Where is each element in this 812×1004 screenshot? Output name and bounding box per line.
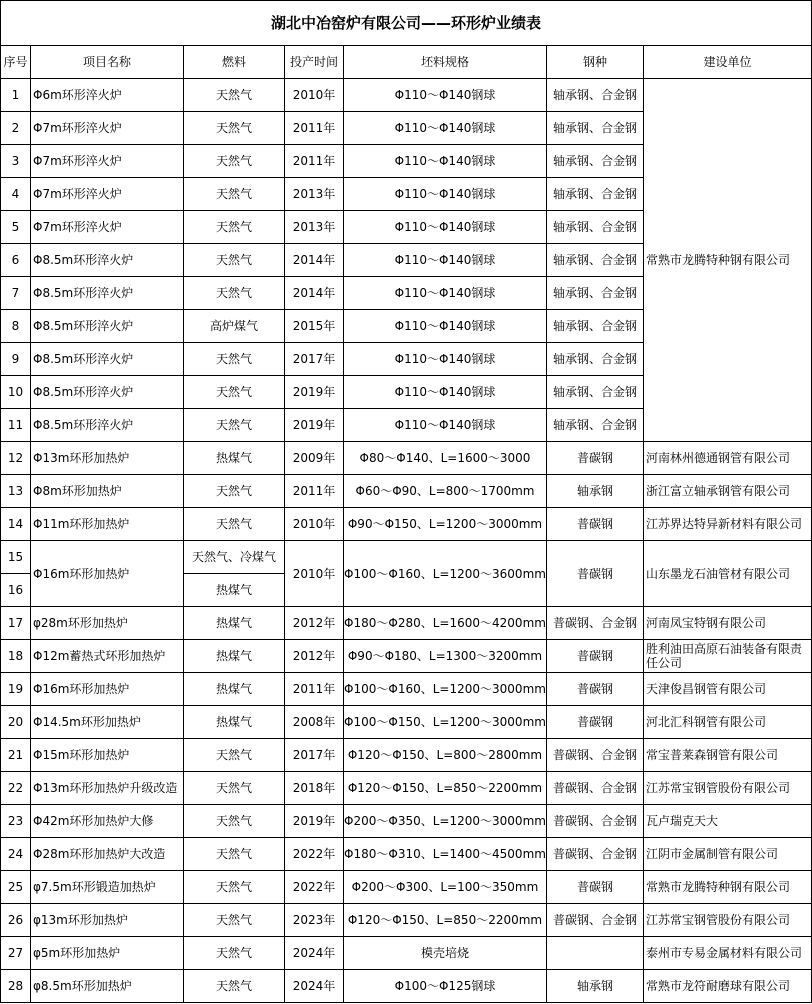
cell-steel: 普碳钢 (547, 508, 644, 541)
table-row (1, 607, 812, 640)
cell-name: φ13m环形加热炉 (31, 904, 184, 937)
table-row (1, 871, 812, 904)
cell-builder: 常熟市龙腾特种钢有限公司 (644, 79, 812, 442)
cell-steel: 轴承钢 (547, 970, 644, 1003)
cell-steel: 普碳钢 (547, 442, 644, 475)
cell-builder: 常熟市龙符耐磨球有限公司 (644, 970, 812, 1003)
cell-steel: 普碳钢、合金钢 (547, 772, 644, 805)
table-row (1, 904, 812, 937)
cell-steel: 普碳钢 (547, 673, 644, 706)
cell-builder: 天津俊昌钢管有限公司 (644, 673, 812, 706)
cell-name: Φ8.5m环形淬火炉 (31, 244, 184, 277)
cell-builder: 江阴市金属制管有限公司 (644, 838, 812, 871)
cell-spec: Φ100～Φ160、L=1200～3600mm (344, 541, 547, 607)
cell-spec: Φ100～Φ160、L=1200～3000mm (344, 673, 547, 706)
cell-name: Φ42m环形加热炉大修 (31, 805, 184, 838)
cell-no: 6 (1, 244, 31, 277)
cell-year: 2014年 (285, 244, 344, 277)
cell-name: Φ8.5m环形淬火炉 (31, 376, 184, 409)
cell-year: 2010年 (285, 541, 344, 607)
cell-spec: Φ110～Φ140钢球 (344, 409, 547, 442)
cell-steel: 普碳钢 (547, 871, 644, 904)
cell-steel: 轴承钢、合金钢 (547, 409, 644, 442)
cell-fuel: 热煤气 (184, 673, 285, 706)
cell-spec: 模壳培烧 (344, 937, 547, 970)
cell-builder: 江苏常宝钢管股份有限公司 (644, 904, 812, 937)
cell-year: 2012年 (285, 640, 344, 673)
cell-fuel: 热煤气 (184, 640, 285, 673)
cell-builder: 浙江富立轴承钢管有限公司 (644, 475, 812, 508)
cell-name: Φ8.5m环形淬火炉 (31, 310, 184, 343)
cell-no: 27 (1, 937, 31, 970)
cell-fuel: 天然气 (184, 244, 285, 277)
cell-name: Φ13m环形加热炉升级改造 (31, 772, 184, 805)
cell-no: 18 (1, 640, 31, 673)
cell-fuel: 热煤气 (184, 706, 285, 739)
cell-spec: Φ110～Φ140钢球 (344, 310, 547, 343)
cell-spec: Φ110～Φ140钢球 (344, 211, 547, 244)
cell-year: 2011年 (285, 112, 344, 145)
cell-no: 4 (1, 178, 31, 211)
cell-name: Φ14.5m环形加热炉 (31, 706, 184, 739)
cell-fuel: 天然气 (184, 409, 285, 442)
cell-no: 20 (1, 706, 31, 739)
cell-steel (547, 937, 644, 970)
cell-builder: 河北汇科钢管有限公司 (644, 706, 812, 739)
cell-spec: Φ60～Φ90、L=800～1700mm (344, 475, 547, 508)
cell-steel: 普碳钢、合金钢 (547, 838, 644, 871)
cell-no: 21 (1, 739, 31, 772)
cell-name: Φ6m环形淬火炉 (31, 79, 184, 112)
cell-steel: 轴承钢 (547, 475, 644, 508)
cell-no: 10 (1, 376, 31, 409)
cell-spec: Φ110～Φ140钢球 (344, 79, 547, 112)
cell-fuel: 天然气 (184, 79, 285, 112)
cell-name: Φ7m环形淬火炉 (31, 112, 184, 145)
cell-year: 2013年 (285, 178, 344, 211)
cell-name: Φ8.5m环形淬火炉 (31, 343, 184, 376)
cell-name: Φ16m环形加热炉 (31, 541, 184, 607)
cell-no: 1 (1, 79, 31, 112)
header-row (1, 46, 812, 79)
cell-fuel: 天然气 (184, 508, 285, 541)
cell-spec: Φ110～Φ140钢球 (344, 145, 547, 178)
table-row (1, 475, 812, 508)
cell-no: 28 (1, 970, 31, 1003)
cell-no: 24 (1, 838, 31, 871)
table-row (1, 508, 812, 541)
cell-steel: 普碳钢、合金钢 (547, 805, 644, 838)
table-row (1, 541, 812, 574)
table-row (1, 805, 812, 838)
cell-year: 2019年 (285, 409, 344, 442)
cell-steel: 轴承钢、合金钢 (547, 178, 644, 211)
cell-year: 2022年 (285, 871, 344, 904)
cell-spec: Φ110～Φ140钢球 (344, 376, 547, 409)
cell-name: Φ8.5m环形淬火炉 (31, 409, 184, 442)
cell-builder: 泰州市专易金属材料有限公司 (644, 937, 812, 970)
cell-year: 2011年 (285, 673, 344, 706)
cell-steel: 轴承钢、合金钢 (547, 79, 644, 112)
cell-fuel: 天然气 (184, 343, 285, 376)
cell-fuel: 天然气 (184, 937, 285, 970)
cell-fuel: 天然气 (184, 739, 285, 772)
cell-fuel: 天然气、冷煤气 (184, 541, 285, 574)
cell-fuel: 天然气 (184, 376, 285, 409)
cell-fuel: 天然气 (184, 904, 285, 937)
cell-name: Φ7m环形淬火炉 (31, 211, 184, 244)
cell-steel: 轴承钢、合金钢 (547, 376, 644, 409)
cell-spec: Φ110～Φ140钢球 (344, 277, 547, 310)
cell-no: 3 (1, 145, 31, 178)
cell-spec: Φ100～Φ150、L=1200～3000mm (344, 706, 547, 739)
cell-name: Φ7m环形淬火炉 (31, 178, 184, 211)
cell-spec: Φ120～Φ150、L=800～2800mm (344, 739, 547, 772)
cell-builder: 胜利油田高原石油装备有限责任公司 (644, 640, 812, 673)
cell-spec: Φ110～Φ140钢球 (344, 178, 547, 211)
cell-spec: Φ110～Φ140钢球 (344, 112, 547, 145)
cell-name: φ7.5m环形锻造加热炉 (31, 871, 184, 904)
cell-fuel: 天然气 (184, 211, 285, 244)
cell-no: 19 (1, 673, 31, 706)
cell-no: 17 (1, 607, 31, 640)
cell-no: 26 (1, 904, 31, 937)
cell-no: 11 (1, 409, 31, 442)
cell-year: 2019年 (285, 805, 344, 838)
cell-builder: 山东墨龙石油管材有限公司 (644, 541, 812, 607)
cell-fuel: 天然气 (184, 772, 285, 805)
cell-year: 2022年 (285, 838, 344, 871)
cell-spec: Φ100～Φ125钢球 (344, 970, 547, 1003)
table-row (1, 838, 812, 871)
cell-fuel: 热煤气 (184, 607, 285, 640)
cell-year: 2017年 (285, 343, 344, 376)
header-builder: 建设单位 (644, 46, 812, 79)
cell-builder: 常宝普莱森钢管有限公司 (644, 739, 812, 772)
header-name: 项目名称 (31, 46, 184, 79)
table-title: 湖北中冶窑炉有限公司——环形炉业绩表 (1, 1, 812, 46)
table-row (1, 706, 812, 739)
cell-year: 2008年 (285, 706, 344, 739)
cell-steel: 普碳钢、合金钢 (547, 607, 644, 640)
cell-spec: Φ80～Φ140、L=1600～3000 (344, 442, 547, 475)
cell-spec: Φ90～Φ180、L=1300～3200mm (344, 640, 547, 673)
cell-spec: Φ180～Φ310、L=1400～4500mm (344, 838, 547, 871)
cell-year: 2010年 (285, 79, 344, 112)
cell-year: 2023年 (285, 904, 344, 937)
cell-spec: Φ120～Φ150、L=850～2200mm (344, 772, 547, 805)
cell-spec: Φ120～Φ150、L=850～2200mm (344, 904, 547, 937)
cell-no: 9 (1, 343, 31, 376)
cell-fuel: 热煤气 (184, 574, 285, 607)
cell-spec: Φ90～Φ150、L=1200～3000mm (344, 508, 547, 541)
cell-no: 14 (1, 508, 31, 541)
cell-year: 2011年 (285, 145, 344, 178)
cell-builder: 常熟市龙腾特种钢有限公司 (644, 871, 812, 904)
cell-no: 23 (1, 805, 31, 838)
header-fuel: 燃料 (184, 46, 285, 79)
cell-fuel: 高炉煤气 (184, 310, 285, 343)
cell-no: 5 (1, 211, 31, 244)
cell-fuel: 天然气 (184, 145, 285, 178)
cell-name: Φ16m环形加热炉 (31, 673, 184, 706)
cell-spec: Φ180～Φ280、L=1600～4200mm (344, 607, 547, 640)
cell-spec: Φ110～Φ140钢球 (344, 244, 547, 277)
cell-year: 2019年 (285, 376, 344, 409)
cell-no: 12 (1, 442, 31, 475)
cell-steel: 普碳钢 (547, 640, 644, 673)
cell-fuel: 天然气 (184, 178, 285, 211)
table-row (1, 739, 812, 772)
table-row (1, 970, 812, 1003)
cell-no: 22 (1, 772, 31, 805)
cell-year: 2012年 (285, 607, 344, 640)
cell-year: 2024年 (285, 937, 344, 970)
cell-year: 2015年 (285, 310, 344, 343)
cell-spec: Φ200～Φ350、L=1200～3000mm (344, 805, 547, 838)
cell-year: 2014年 (285, 277, 344, 310)
cell-no: 2 (1, 112, 31, 145)
cell-name: Φ28m环形加热炉大改造 (31, 838, 184, 871)
cell-fuel: 天然气 (184, 475, 285, 508)
cell-year: 2011年 (285, 475, 344, 508)
cell-steel: 轴承钢、合金钢 (547, 145, 644, 178)
cell-year: 2013年 (285, 211, 344, 244)
cell-name: φ28m环形加热炉 (31, 607, 184, 640)
cell-name: Φ8.5m环形淬火炉 (31, 277, 184, 310)
cell-year: 2018年 (285, 772, 344, 805)
cell-builder: 江苏界达特异新材料有限公司 (644, 508, 812, 541)
cell-name: Φ8m环形加热炉 (31, 475, 184, 508)
cell-year: 2009年 (285, 442, 344, 475)
cell-name: φ8.5m环形加热炉 (31, 970, 184, 1003)
cell-fuel: 天然气 (184, 970, 285, 1003)
table-row (1, 442, 812, 475)
cell-spec: Φ200～Φ300、L=100～350mm (344, 871, 547, 904)
cell-name: Φ13m环形加热炉 (31, 442, 184, 475)
cell-no: 15 (1, 541, 31, 574)
cell-fuel: 天然气 (184, 871, 285, 904)
cell-no: 25 (1, 871, 31, 904)
cell-steel: 轴承钢、合金钢 (547, 244, 644, 277)
cell-name: Φ12m蓄热式环形加热炉 (31, 640, 184, 673)
header-no: 序号 (1, 46, 31, 79)
cell-builder: 江苏常宝钢管股份有限公司 (644, 772, 812, 805)
cell-spec: Φ110～Φ140钢球 (344, 343, 547, 376)
cell-fuel: 天然气 (184, 838, 285, 871)
cell-no: 7 (1, 277, 31, 310)
cell-fuel: 热煤气 (184, 442, 285, 475)
cell-year: 2010年 (285, 508, 344, 541)
table-row (1, 772, 812, 805)
cell-no: 16 (1, 574, 31, 607)
cell-steel: 普碳钢、合金钢 (547, 904, 644, 937)
cell-name: φ5m环形加热炉 (31, 937, 184, 970)
table-row (1, 673, 812, 706)
cell-fuel: 天然气 (184, 277, 285, 310)
cell-steel: 轴承钢、合金钢 (547, 343, 644, 376)
cell-steel: 轴承钢、合金钢 (547, 277, 644, 310)
cell-name: Φ11m环形加热炉 (31, 508, 184, 541)
cell-no: 8 (1, 310, 31, 343)
cell-name: Φ7m环形淬火炉 (31, 145, 184, 178)
cell-fuel: 天然气 (184, 805, 285, 838)
cell-steel: 轴承钢、合金钢 (547, 112, 644, 145)
cell-steel: 轴承钢、合金钢 (547, 310, 644, 343)
cell-steel: 轴承钢、合金钢 (547, 211, 644, 244)
cell-builder: 瓦卢瑞克天大 (644, 805, 812, 838)
cell-steel: 普碳钢、合金钢 (547, 739, 644, 772)
header-spec: 坯料规格 (344, 46, 547, 79)
header-year: 投产时间 (285, 46, 344, 79)
table-row (1, 640, 812, 673)
cell-name: Φ15m环形加热炉 (31, 739, 184, 772)
table-row (1, 937, 812, 970)
cell-year: 2024年 (285, 970, 344, 1003)
cell-steel: 普碳钢 (547, 706, 644, 739)
table-row (1, 79, 812, 112)
cell-no: 13 (1, 475, 31, 508)
cell-builder: 河南林州德通钢管有限公司 (644, 442, 812, 475)
cell-fuel: 天然气 (184, 112, 285, 145)
header-steel: 钢种 (547, 46, 644, 79)
cell-steel: 普碳钢 (547, 541, 644, 607)
cell-year: 2017年 (285, 739, 344, 772)
cell-builder: 河南凤宝特钢有限公司 (644, 607, 812, 640)
